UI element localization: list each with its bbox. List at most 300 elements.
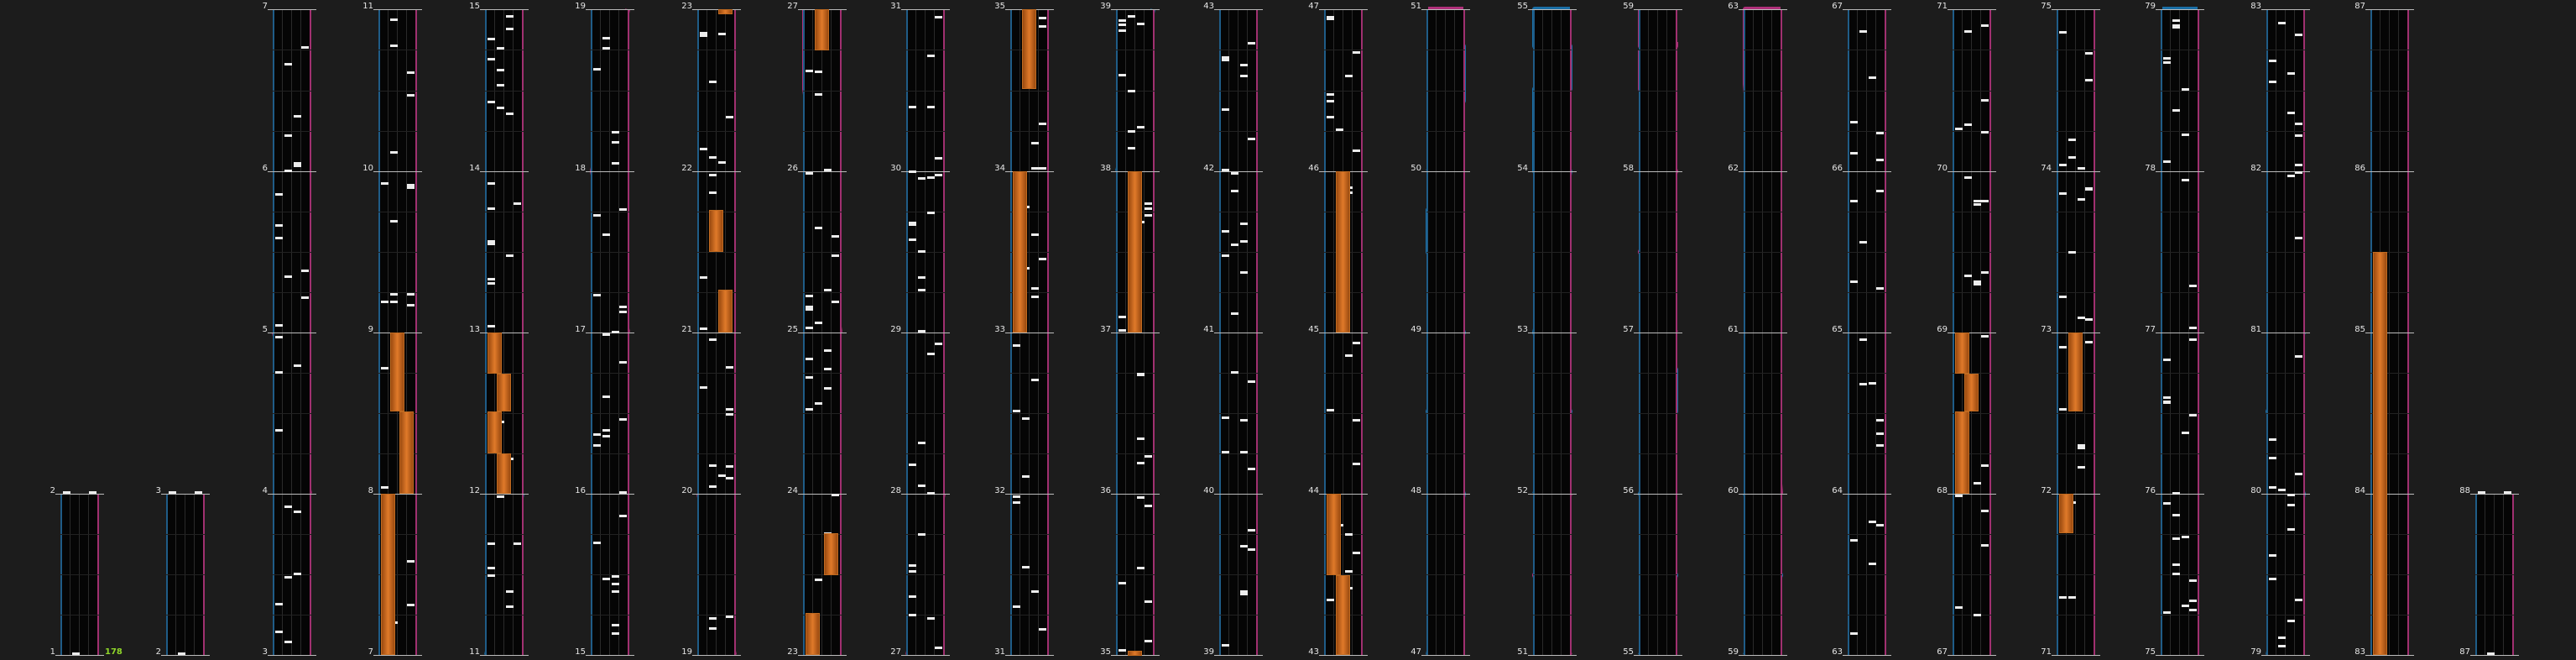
- tap-note: [918, 485, 926, 487]
- tap-note: [1869, 382, 1876, 385]
- tap-note: [2172, 19, 2180, 22]
- tap-note: [275, 237, 283, 239]
- tap-note: [2068, 156, 2076, 159]
- measure-line: [268, 655, 316, 656]
- beat-line: [273, 534, 311, 535]
- tap-note: [506, 15, 514, 18]
- beat-line: [906, 453, 945, 454]
- measure-number: 14: [469, 164, 480, 173]
- beat-line: [1116, 453, 1155, 454]
- measure-line: [1843, 9, 1891, 10]
- tap-note: [1231, 172, 1238, 175]
- beat-line: [2161, 373, 2199, 374]
- tap-note: [1974, 200, 1981, 202]
- tap-note: [275, 603, 283, 605]
- tap-note: [1974, 482, 1981, 485]
- tap-note: [2172, 109, 2180, 112]
- measure-line: [586, 655, 634, 656]
- hold-note: [497, 453, 511, 494]
- measure-line: [1111, 9, 1160, 10]
- measure-number: 17: [575, 325, 586, 334]
- tap-note: [1859, 383, 1867, 385]
- tap-note: [1353, 463, 1360, 465]
- measure-line: [1214, 494, 1263, 495]
- lane-column: [166, 494, 205, 655]
- tap-note: [593, 214, 601, 217]
- beat-line: [485, 131, 524, 132]
- tap-note: [2059, 296, 2067, 298]
- tap-note: [2059, 31, 2067, 34]
- beat-line: [2161, 91, 2199, 92]
- measure-number: 15: [469, 2, 480, 11]
- tap-note: [806, 295, 813, 297]
- beat-line: [2266, 534, 2305, 535]
- tap-note: [1876, 159, 1884, 161]
- tap-note: [806, 70, 813, 72]
- measure-line: [2470, 655, 2519, 656]
- tap-note: [2182, 536, 2189, 538]
- measure-number: 3: [262, 647, 268, 657]
- tap-note: [390, 45, 398, 47]
- hold-note: [488, 333, 502, 374]
- tap-note: [301, 270, 309, 272]
- tap-note: [2189, 327, 2197, 329]
- beat-line: [1533, 131, 1572, 132]
- tap-note: [602, 47, 610, 50]
- beat-line: [2057, 131, 2095, 132]
- tap-note: [709, 617, 717, 620]
- measure-number: 46: [1308, 164, 1319, 173]
- beat-line: [1533, 292, 1572, 293]
- measure-number: 77: [2145, 325, 2156, 334]
- lane-column: [60, 494, 99, 655]
- beat-line: [1744, 131, 1782, 132]
- tap-note: [1876, 287, 1884, 290]
- tap-note: [2172, 563, 2180, 566]
- measure-number: 39: [1203, 647, 1214, 657]
- measure-line: [1634, 171, 1682, 172]
- tap-note: [275, 193, 283, 196]
- tap-note: [1850, 280, 1858, 283]
- beat-line: [1116, 574, 1155, 575]
- tap-note: [1353, 419, 1360, 422]
- beat-line: [2161, 574, 2199, 575]
- beat-line: [906, 292, 945, 293]
- measure-line: [2156, 655, 2204, 656]
- tap-note: [1869, 76, 1876, 79]
- beat-line: [2057, 574, 2095, 575]
- measure-line: [373, 655, 422, 656]
- measure-number: 5: [262, 325, 268, 334]
- tap-note: [1222, 56, 1229, 59]
- measure-line: [1214, 171, 1263, 172]
- beat-line: [1953, 574, 1991, 575]
- tap-note: [1981, 510, 1989, 512]
- measure-line: [1528, 655, 1577, 656]
- tap-note: [1981, 544, 1989, 547]
- beat-line: [803, 453, 842, 454]
- tap-note: [918, 442, 926, 444]
- measure-line: [1421, 655, 1470, 656]
- measure-number: 87: [2354, 2, 2365, 11]
- measure-number: 88: [2459, 486, 2470, 495]
- tap-note: [806, 358, 813, 360]
- tap-note: [407, 304, 415, 306]
- tap-note: [726, 465, 733, 468]
- tap-note: [2295, 164, 2302, 166]
- tap-note: [612, 590, 619, 593]
- tap-note: [497, 69, 504, 71]
- tap-note: [301, 296, 309, 299]
- beat-line: [2475, 574, 2514, 575]
- beat-line: [378, 91, 417, 92]
- beat-line: [2057, 91, 2095, 92]
- beat-line: [1848, 574, 1886, 575]
- tap-note: [497, 47, 504, 50]
- beat-line: [1533, 252, 1572, 253]
- measure-line: [373, 171, 422, 172]
- tap-note: [1869, 521, 1876, 523]
- tap-note: [381, 486, 388, 489]
- measure-line: [2052, 655, 2100, 656]
- tap-note: [832, 301, 839, 303]
- measure-number: 35: [994, 2, 1005, 11]
- beat-line: [1426, 131, 1465, 132]
- measure-number: 79: [2250, 647, 2261, 657]
- tap-note: [2172, 514, 2180, 516]
- tap-note: [294, 573, 301, 575]
- tap-note: [935, 647, 942, 649]
- beat-line: [1744, 574, 1782, 575]
- measure-number: 47: [1308, 2, 1319, 11]
- tap-note: [1850, 539, 1858, 542]
- beat-line: [2266, 413, 2305, 414]
- tap-note: [1231, 312, 1238, 315]
- measure-number: 7: [368, 647, 373, 657]
- measure-number: 67: [1832, 2, 1843, 11]
- tap-note: [2182, 88, 2189, 91]
- tap-note: [1013, 605, 1020, 608]
- tap-note: [815, 322, 822, 324]
- measure-number: 74: [2041, 164, 2052, 173]
- tap-note: [275, 324, 283, 327]
- measure-line: [2052, 9, 2100, 10]
- beat-line: [1426, 413, 1465, 414]
- beat-line: [1953, 252, 1991, 253]
- tap-note: [284, 134, 292, 137]
- tap-note: [2163, 396, 2171, 399]
- tap-note: [294, 165, 301, 167]
- tap-note: [2278, 22, 2286, 24]
- beat-line: [591, 252, 629, 253]
- tap-note: [2269, 438, 2276, 441]
- tap-note: [381, 182, 388, 185]
- tap-note: [935, 157, 942, 160]
- beat-line: [273, 292, 311, 293]
- measure-number: 34: [994, 164, 1005, 173]
- tap-note: [2172, 492, 2180, 495]
- beat-line: [1219, 413, 1258, 414]
- beat-line: [1848, 534, 1886, 535]
- tap-note: [1240, 223, 1248, 225]
- beat-line: [697, 453, 736, 454]
- tap-note: [2163, 57, 2171, 60]
- tap-note: [1145, 505, 1152, 507]
- measure-line: [901, 494, 950, 495]
- measure-line: [1739, 494, 1787, 495]
- measure-line: [1634, 494, 1682, 495]
- tap-note: [927, 492, 935, 495]
- tap-note: [1964, 123, 1972, 126]
- tap-note: [1981, 99, 1989, 102]
- beat-line: [485, 91, 524, 92]
- beat-line: [697, 534, 736, 535]
- measure-number: 2: [50, 486, 55, 495]
- tap-note: [1353, 552, 1360, 554]
- beat-line: [485, 292, 524, 293]
- tap-note: [1248, 138, 1255, 140]
- measure-number: 50: [1411, 164, 1421, 173]
- tap-note: [1022, 566, 1030, 568]
- tap-note: [1119, 329, 1126, 332]
- tap-note: [935, 343, 942, 345]
- measure-line: [1843, 171, 1891, 172]
- measure-number: 59: [1728, 647, 1739, 657]
- measure-number: 23: [787, 647, 798, 657]
- tap-note: [2278, 636, 2286, 639]
- measure-number: 62: [1728, 164, 1739, 173]
- tap-note: [832, 254, 839, 257]
- measure-line: [1843, 655, 1891, 656]
- beat-line: [2266, 131, 2305, 132]
- measure-line: [1634, 9, 1682, 10]
- beat-line: [1219, 373, 1258, 374]
- tap-note: [918, 276, 926, 279]
- beat-line: [2057, 252, 2095, 253]
- tap-note: [488, 58, 495, 60]
- beat-line: [1324, 413, 1363, 414]
- measure-line: [161, 655, 210, 656]
- measure-line: [1948, 655, 1996, 656]
- tap-note: [2189, 338, 2197, 341]
- beat-line: [1116, 413, 1155, 414]
- tap-note: [1353, 51, 1360, 54]
- beat-line: [378, 131, 417, 132]
- beat-line: [1426, 574, 1465, 575]
- tap-note: [612, 583, 619, 585]
- tap-note: [709, 81, 717, 83]
- beat-line: [273, 131, 311, 132]
- tap-note: [909, 614, 916, 616]
- tap-note: [806, 408, 813, 411]
- tap-note: [275, 429, 283, 432]
- tap-note: [709, 174, 717, 176]
- beat-line: [1219, 453, 1258, 454]
- beat-line: [2266, 292, 2305, 293]
- tap-note: [1022, 417, 1030, 420]
- measure-line: [480, 494, 529, 495]
- beat-line: [2370, 91, 2409, 92]
- beat-line: [803, 91, 842, 92]
- beat-line: [1010, 131, 1049, 132]
- beat-line: [1744, 453, 1782, 454]
- measure-line: [1421, 494, 1470, 495]
- tap-note: [602, 233, 610, 236]
- tap-note: [2287, 504, 2295, 506]
- tap-note: [935, 174, 942, 176]
- beat-line: [273, 453, 311, 454]
- tap-note: [2068, 251, 2076, 254]
- tap-note: [2278, 489, 2286, 491]
- tap-note: [390, 220, 398, 223]
- measure-number: 21: [681, 325, 692, 334]
- tap-note: [2085, 318, 2093, 321]
- beat-line: [697, 574, 736, 575]
- beat-line: [1639, 292, 1677, 293]
- measure-number: 30: [890, 164, 901, 173]
- tap-note: [1981, 335, 1989, 338]
- measure-number: 11: [362, 2, 373, 11]
- tap-note: [2295, 473, 2302, 475]
- beat-line: [906, 131, 945, 132]
- measure-number: 23: [681, 2, 692, 11]
- measure-line: [901, 9, 950, 10]
- tap-note: [1964, 275, 1972, 277]
- beat-line: [1010, 413, 1049, 414]
- measure-number: 72: [2041, 486, 2052, 495]
- tap-note: [1031, 296, 1039, 298]
- beat-line: [591, 292, 629, 293]
- measure-line: [1528, 171, 1577, 172]
- measure-line: [268, 171, 316, 172]
- measure-number: 47: [1411, 647, 1421, 657]
- tap-note: [407, 604, 415, 606]
- tap-note: [2078, 447, 2085, 449]
- tap-note: [1876, 444, 1884, 447]
- measure-number: 82: [2250, 164, 2261, 173]
- tap-note: [1137, 567, 1145, 569]
- tap-note: [407, 71, 415, 74]
- hold-note: [709, 210, 723, 252]
- measure-line: [1948, 171, 1996, 172]
- tap-note: [1222, 451, 1229, 453]
- tap-note: [294, 364, 301, 367]
- tap-note: [1327, 409, 1334, 411]
- tap-note: [1240, 419, 1248, 422]
- tap-note: [700, 34, 707, 37]
- tap-note: [275, 336, 283, 338]
- tap-note: [1128, 130, 1135, 133]
- tap-note: [1119, 316, 1126, 318]
- measure-number: 75: [2145, 647, 2156, 657]
- tap-note: [1964, 30, 1972, 33]
- tap-note: [815, 71, 822, 73]
- measure-line: [2156, 171, 2204, 172]
- beat-line: [273, 91, 311, 92]
- measure-line: [1843, 494, 1891, 495]
- tap-note: [602, 37, 610, 39]
- tap-note: [1353, 342, 1360, 344]
- measure-line: [1214, 9, 1263, 10]
- tap-note: [2269, 457, 2276, 459]
- tap-note: [1013, 501, 1020, 504]
- beat-line: [591, 413, 629, 414]
- measure-number: 48: [1411, 486, 1421, 495]
- measure-line: [2470, 494, 2519, 495]
- measure-number: 83: [2250, 2, 2261, 11]
- tap-note: [1231, 371, 1238, 374]
- beat-line: [906, 534, 945, 535]
- tap-note: [2163, 359, 2171, 361]
- tap-note: [832, 235, 839, 238]
- tap-note: [506, 113, 514, 115]
- beat-line: [2266, 453, 2305, 454]
- measure-line: [1421, 171, 1470, 172]
- tap-note: [488, 282, 495, 285]
- measure-line: [480, 655, 529, 656]
- tap-note: [275, 371, 283, 374]
- tap-note: [1981, 464, 1989, 467]
- measure-line: [2261, 171, 2310, 172]
- beat-line: [1426, 373, 1465, 374]
- beat-line: [906, 91, 945, 92]
- tap-note: [2059, 596, 2067, 599]
- tap-note: [700, 327, 707, 330]
- tap-note: [1039, 17, 1046, 19]
- beat-line: [1116, 131, 1155, 132]
- tap-note: [1248, 468, 1255, 470]
- tap-note: [1876, 524, 1884, 526]
- tap-note: [1240, 593, 1248, 595]
- beat-line: [906, 252, 945, 253]
- tap-note: [1981, 271, 1989, 274]
- measure-number: 70: [1937, 164, 1948, 173]
- beat-line: [1533, 534, 1572, 535]
- beat-line: [273, 252, 311, 253]
- beat-line: [803, 413, 842, 414]
- measure-number: 39: [1100, 2, 1111, 11]
- measure-number: 18: [575, 164, 586, 173]
- measure-number: 9: [368, 325, 373, 334]
- tap-note: [488, 182, 495, 185]
- hold-note: [2373, 252, 2387, 655]
- beat-line: [1953, 292, 1991, 293]
- tap-note: [927, 176, 935, 179]
- beat-line: [1219, 131, 1258, 132]
- tap-note: [2287, 494, 2295, 496]
- tap-note: [927, 106, 935, 108]
- tap-note: [1248, 42, 1255, 45]
- tap-note: [407, 184, 415, 186]
- tap-note: [1039, 167, 1046, 170]
- hold-note: [718, 9, 733, 14]
- tap-note: [1859, 338, 1867, 341]
- measure-number: 51: [1411, 2, 1421, 11]
- measure-line: [2261, 655, 2310, 656]
- beat-line: [1116, 91, 1155, 92]
- beat-line: [906, 373, 945, 374]
- tap-note: [1345, 570, 1353, 573]
- tap-note: [909, 170, 916, 173]
- tap-note: [284, 576, 292, 579]
- measure-number: 44: [1308, 486, 1319, 495]
- tap-note: [1031, 379, 1039, 381]
- beat-line: [1324, 453, 1363, 454]
- measure-number: 63: [1728, 2, 1739, 11]
- tap-note: [284, 275, 292, 278]
- tap-note: [506, 28, 514, 30]
- measure-number: 28: [890, 486, 901, 495]
